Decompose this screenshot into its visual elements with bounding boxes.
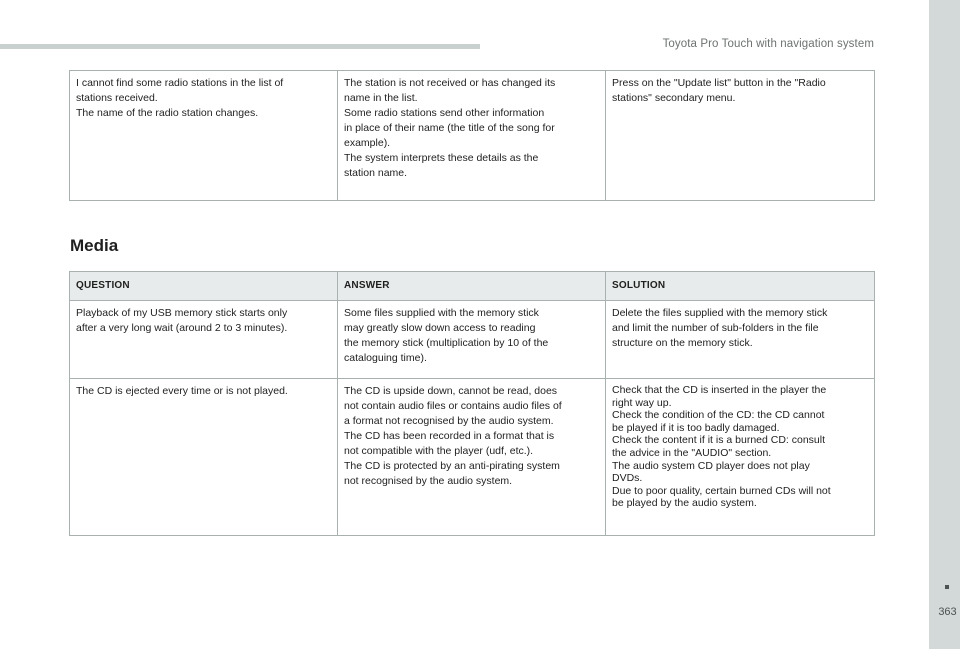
page-number: 363: [938, 606, 957, 618]
question-cell: The CD is ejected every time or is not played.: [70, 379, 338, 536]
solution-cell: Check that the CD is inserted in the player the right way up. Check the condition of the CD: the CD cannot be played if it is too badly damaged. Check the content if it is a burned CD: consult the advice in the "AUDIO" section. The audio system CD player does not play DVDs. Due to poor quality, certain burned CDs will not be played by the audio system.: [606, 379, 875, 536]
question-cell: Playback of my USB memory stick starts only after a very long wait (around 2 to 3 minutes).: [70, 301, 338, 379]
section-title: Media: [70, 236, 119, 255]
running-header-title: Toyota Pro Touch with navigation system: [662, 38, 874, 50]
solution-cell: Delete the files supplied with the memory stick and limit the number of sub-folders in the file structure on the memory stick.: [606, 301, 875, 379]
answer-cell: Some files supplied with the memory stick may greatly slow down access to reading the memory stick (multiplication by 10 of the cataloguing time).: [338, 301, 606, 379]
table-row: [70, 71, 875, 201]
header-rule: [0, 44, 480, 49]
table-header-row: [70, 272, 875, 301]
radio-troubleshooting-table: [69, 70, 875, 201]
media-troubleshooting-table: [69, 271, 875, 536]
column-header-question: QUESTION: [70, 272, 338, 301]
page-marker: [945, 585, 949, 589]
question-cell: I cannot find some radio stations in the list of stations received. The name of the radio station changes.: [70, 71, 338, 201]
solution-cell: Press on the "Update list" button in the "Radio stations" secondary menu.: [606, 71, 875, 201]
column-header-answer: ANSWER: [338, 272, 606, 301]
answer-cell: The station is not received or has changed its name in the list. Some radio stations send other information in place of their name (the title of the song for example). The system interprets these details as the station name.: [338, 71, 606, 201]
table-row: [70, 301, 875, 379]
side-margin-strip: [929, 0, 960, 649]
answer-cell: The CD is upside down, cannot be read, does not contain audio files or contains audio files of a format not recognised by the audio system. The CD has been recorded in a format that is not compatible with the player (udf, etc.). The CD is protected by an anti-pirating system not recognised by the audio system.: [338, 379, 606, 536]
table-row: [70, 379, 875, 536]
column-header-solution: SOLUTION: [606, 272, 875, 301]
